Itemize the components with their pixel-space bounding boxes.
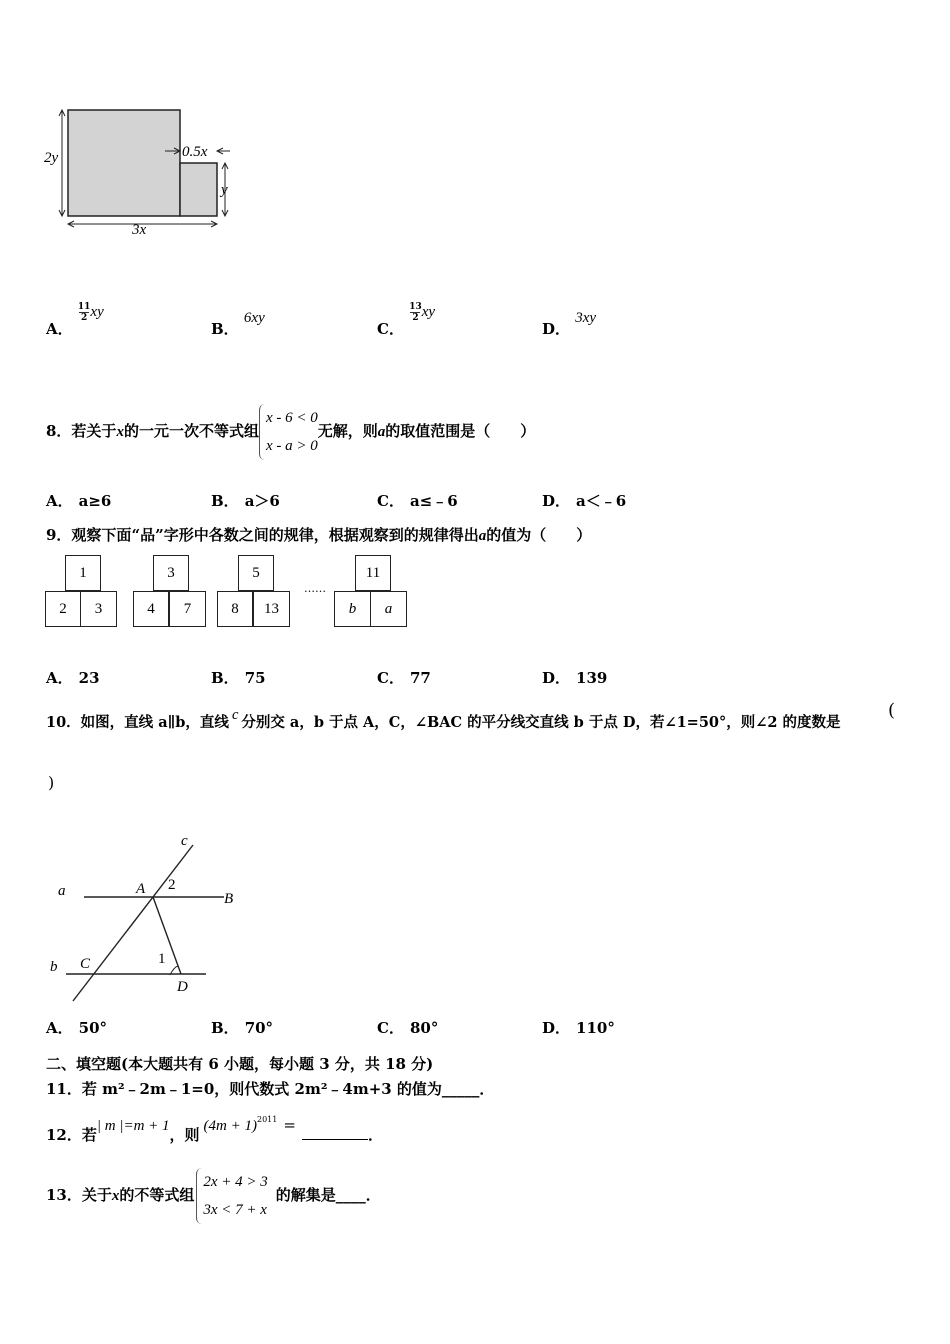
label-angle-1: 1 bbox=[158, 951, 166, 967]
pin-left: 4 bbox=[133, 591, 169, 627]
q9-option-a[interactable]: A． 23 bbox=[46, 669, 100, 687]
pin-left: 8 bbox=[217, 591, 253, 627]
label-c: c bbox=[181, 833, 188, 849]
pin-right: 3 bbox=[80, 591, 117, 627]
q9-option-d[interactable]: D． 139 bbox=[542, 669, 608, 687]
pin-right: 7 bbox=[169, 591, 206, 627]
q11-stem: 11．若 m²﹣2m﹣1=0，则代数式 2m²﹣4m+3 的值为_____． bbox=[46, 1080, 495, 1098]
section-heading: 二、填空题(本大题共有 6 小题，每小题 3 分，共 18 分) bbox=[46, 1055, 434, 1073]
q10-option-d[interactable]: D． 110° bbox=[542, 1019, 615, 1037]
option-letter: C． bbox=[377, 320, 404, 338]
inequality-system: x - 6 < 0 x - a > 0 bbox=[259, 404, 318, 460]
q9-option-c[interactable]: C． 77 bbox=[377, 669, 431, 687]
pin-top: 11 bbox=[355, 555, 391, 591]
label-y: y bbox=[221, 182, 228, 198]
label-A: A bbox=[136, 881, 146, 897]
answer-blank[interactable] bbox=[302, 1139, 368, 1140]
q8-stem: 8．若关于x的一元一次不等式组x - 6 < 0 x - a > 0无解，则a的取值范围是（ ） bbox=[46, 404, 535, 460]
q13-stem: 13．关于x的不等式组2x + 4 > 3 3x < 7 + x的解集是____． bbox=[46, 1168, 381, 1224]
q10-option-a[interactable]: A． 50° bbox=[46, 1019, 108, 1037]
q8-option-c[interactable]: C． a≤﹣6 bbox=[377, 492, 458, 510]
label-b: b bbox=[50, 959, 58, 975]
label-B: B bbox=[224, 891, 234, 907]
q12-stem: 12．若| m |=m + 1，则 $(4m + 1)^{2011}$ =． bbox=[46, 1115, 383, 1144]
q10-stem: 10．如图，直线 a∥b，直线 c 分别交 a，b 于点 A，C，∠BAC 的平分线交直线 b 于点 D，若∠1=50°，则∠2 的度数是 bbox=[46, 707, 841, 731]
q9-stem: 9．观察下面“品”字形中各数之间的规律，根据观察到的规律得出a的值为（ ） bbox=[46, 526, 592, 544]
label-3x: 3x bbox=[132, 222, 147, 238]
option-letter: D． bbox=[542, 320, 571, 338]
close-paren: ) bbox=[48, 773, 55, 792]
pin-top: 5 bbox=[238, 555, 274, 591]
open-paren: ( bbox=[888, 700, 896, 721]
q9-option-b[interactable]: B． 75 bbox=[211, 669, 266, 687]
q7-option-d[interactable]: D． 3xy bbox=[542, 310, 597, 338]
label-2y: 2y bbox=[44, 150, 59, 166]
pin-left: 2 bbox=[45, 591, 81, 627]
ellipsis: …… bbox=[304, 582, 326, 595]
inequality-system: 2x + 4 > 3 3x < 7 + x bbox=[196, 1168, 267, 1224]
pin-left: b bbox=[334, 591, 371, 627]
pin-right: 13 bbox=[253, 591, 290, 627]
q7-option-b[interactable]: B． 6xy bbox=[211, 310, 265, 338]
q8-option-d[interactable]: D． a＜﹣6 bbox=[542, 492, 627, 510]
q10-parallel-lines-figure bbox=[40, 825, 260, 1005]
fraction: $\frac{13}{2}$ bbox=[409, 301, 422, 323]
label-D: D bbox=[177, 979, 188, 995]
q7-rectangle-figure bbox=[40, 100, 260, 240]
q8-option-a[interactable]: A． a≥6 bbox=[46, 492, 112, 510]
q10-option-c[interactable]: C． 80° bbox=[377, 1019, 439, 1037]
fraction: $\frac{11}{2}$ bbox=[77, 301, 91, 323]
label-0.5x: 0.5x bbox=[182, 144, 208, 160]
label-a: a bbox=[58, 883, 66, 899]
q7-option-a[interactable]: A． $\frac{11}{2}$ xy bbox=[46, 301, 104, 338]
pin-right: a bbox=[370, 591, 407, 627]
option-letter: B． bbox=[211, 320, 239, 338]
pin-top: 1 bbox=[65, 555, 101, 591]
q10-option-b[interactable]: B． 70° bbox=[211, 1019, 274, 1037]
option-letter: A． bbox=[46, 320, 73, 338]
q7-option-c[interactable]: C． $\frac{13}{2}$ xy bbox=[377, 301, 436, 338]
pin-top: 3 bbox=[153, 555, 189, 591]
q8-option-b[interactable]: B． a＞6 bbox=[211, 492, 280, 510]
label-angle-2: 2 bbox=[168, 877, 176, 893]
label-C: C bbox=[80, 956, 91, 972]
